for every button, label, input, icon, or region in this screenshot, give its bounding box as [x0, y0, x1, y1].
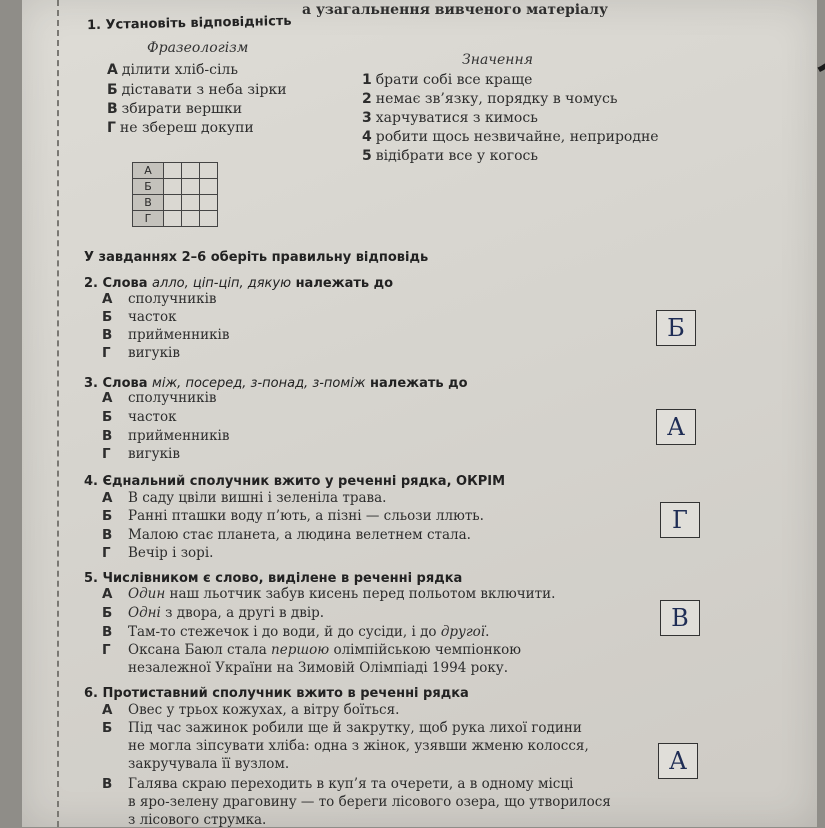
worksheet-page [22, 0, 817, 827]
q1-right-heading: Значення [462, 52, 533, 68]
grid-cell[interactable] [182, 195, 200, 211]
q1-left-item: Б діставати з неба зірки [107, 82, 287, 98]
q1-right-item: 2 немає зв’язку, порядку в чомусь [362, 91, 618, 107]
q1-answer-grid [132, 162, 218, 227]
q1-left-item: В збирати вершки [107, 101, 243, 117]
q2-option: Б часток [102, 309, 177, 325]
q1-left-item: Г не збереш докупи [107, 120, 254, 136]
q3-option: Б часток [102, 409, 177, 425]
grid-cell[interactable] [164, 211, 182, 227]
q2-answer-box[interactable]: Б [656, 310, 696, 346]
q3-answer-box[interactable]: А [656, 409, 696, 445]
q6-option-continued: закручувала її вузлом. [128, 756, 290, 772]
q1-right-item: 1 брати собі все краще [362, 72, 533, 88]
grid-row-label: Б [133, 179, 164, 195]
q6-option-continued: з лісового струмка. [128, 812, 267, 828]
q4-option: Б Ранні пташки воду п’ють, а пізні — сльози ллють. [102, 508, 484, 524]
q6-option: Б Під час зажинок робили ще й закрутку, щоб рука лихої години [102, 720, 582, 736]
q5-option: Б Одні з двора, а другі в двір. [102, 605, 325, 621]
q2-option: А сполучників [102, 291, 217, 307]
q6-option-continued: в яро-зелену драговину — то береги лісового озера, що утворилося [128, 794, 611, 810]
grid-cell[interactable] [164, 195, 182, 211]
q1-left-heading: Фразеологізм [147, 40, 249, 56]
q3-option: В прийменників [102, 428, 230, 444]
black-cable [672, 0, 825, 100]
q6-answer-box[interactable]: А [658, 743, 698, 779]
q1-right-item: 3 харчуватися з кимось [362, 110, 538, 126]
q3-option: Г вигуків [102, 446, 180, 462]
q2-title: 2. Слова алло, ціп-ціп, дякую належать до [84, 276, 394, 291]
q2-option: В прийменників [102, 327, 230, 343]
q6-option-continued: не могла зіпсувати хліба: одна з жінок, узявши жменю колосся, [128, 738, 589, 754]
q4-option: Г Вечір і зорі. [102, 545, 214, 561]
q5-option: А Один наш льотчик забув кисень перед польотом включити. [102, 586, 556, 602]
grid-cell[interactable] [200, 211, 218, 227]
q6-option: А Овес у трьох кожухах, а вітру боїться. [102, 702, 400, 718]
grid-cell[interactable] [182, 211, 200, 227]
q4-option: В Малою стає планета, а людина велетнем стала. [102, 527, 471, 543]
grid-cell[interactable] [164, 179, 182, 195]
q1-left-item: А ділити хліб-сіль [107, 62, 238, 78]
grid-cell[interactable] [200, 179, 218, 195]
q1-right-item: 4 робити щось незвичайне, неприродне [362, 129, 659, 145]
grid-cell[interactable] [164, 163, 182, 179]
q6-option: В Галява скраю переходить в куп’я та очерети, а в одному місці [102, 776, 574, 792]
q1-right-item: 5 відібрати все у когось [362, 148, 539, 164]
q5-option-continued: незалежної України на Зимовій Олімпіаді 1994 року. [128, 660, 509, 676]
grid-cell[interactable] [182, 179, 200, 195]
grid-cell[interactable] [200, 163, 218, 179]
q5-answer-box[interactable]: В [660, 600, 700, 636]
q6-title: 6. Протиставний сполучник вжито в реченні рядка [84, 686, 469, 701]
q2-option: Г вигуків [102, 345, 180, 361]
q5-option: Г Оксана Баюл стала першою олімпійською чемпіонкою [102, 642, 522, 658]
page-header: а узагальнення вивченого матеріалу [302, 2, 608, 18]
q1-title: 1. Установіть відповідність [86, 13, 292, 34]
grid-cell[interactable] [182, 163, 200, 179]
q4-title: 4. Єднальний сполучник вжито у реченні рядка, ОКРІМ [84, 474, 506, 489]
q4-answer-box[interactable]: Г [660, 502, 700, 538]
q5-option: В Там-то стежечок і до води, й до сусіди, і до другої. [102, 624, 490, 640]
instruction-heading: У завданнях 2–6 оберіть правильну відповідь [84, 250, 429, 265]
grid-row-label: А [133, 163, 164, 179]
grid-cell[interactable] [200, 195, 218, 211]
q3-option: А сполучників [102, 390, 217, 406]
grid-row-label: В [133, 195, 164, 211]
q4-option: А В саду цвіли вишні і зеленіла трава. [102, 490, 387, 506]
cut-line [57, 0, 59, 827]
grid-row-label: Г [133, 211, 164, 227]
q3-title: 3. Слова між, посеред, з-понад, з-поміж належать до [84, 376, 468, 391]
q5-title: 5. Числівником є слово, виділене в реченні рядка [84, 571, 463, 586]
